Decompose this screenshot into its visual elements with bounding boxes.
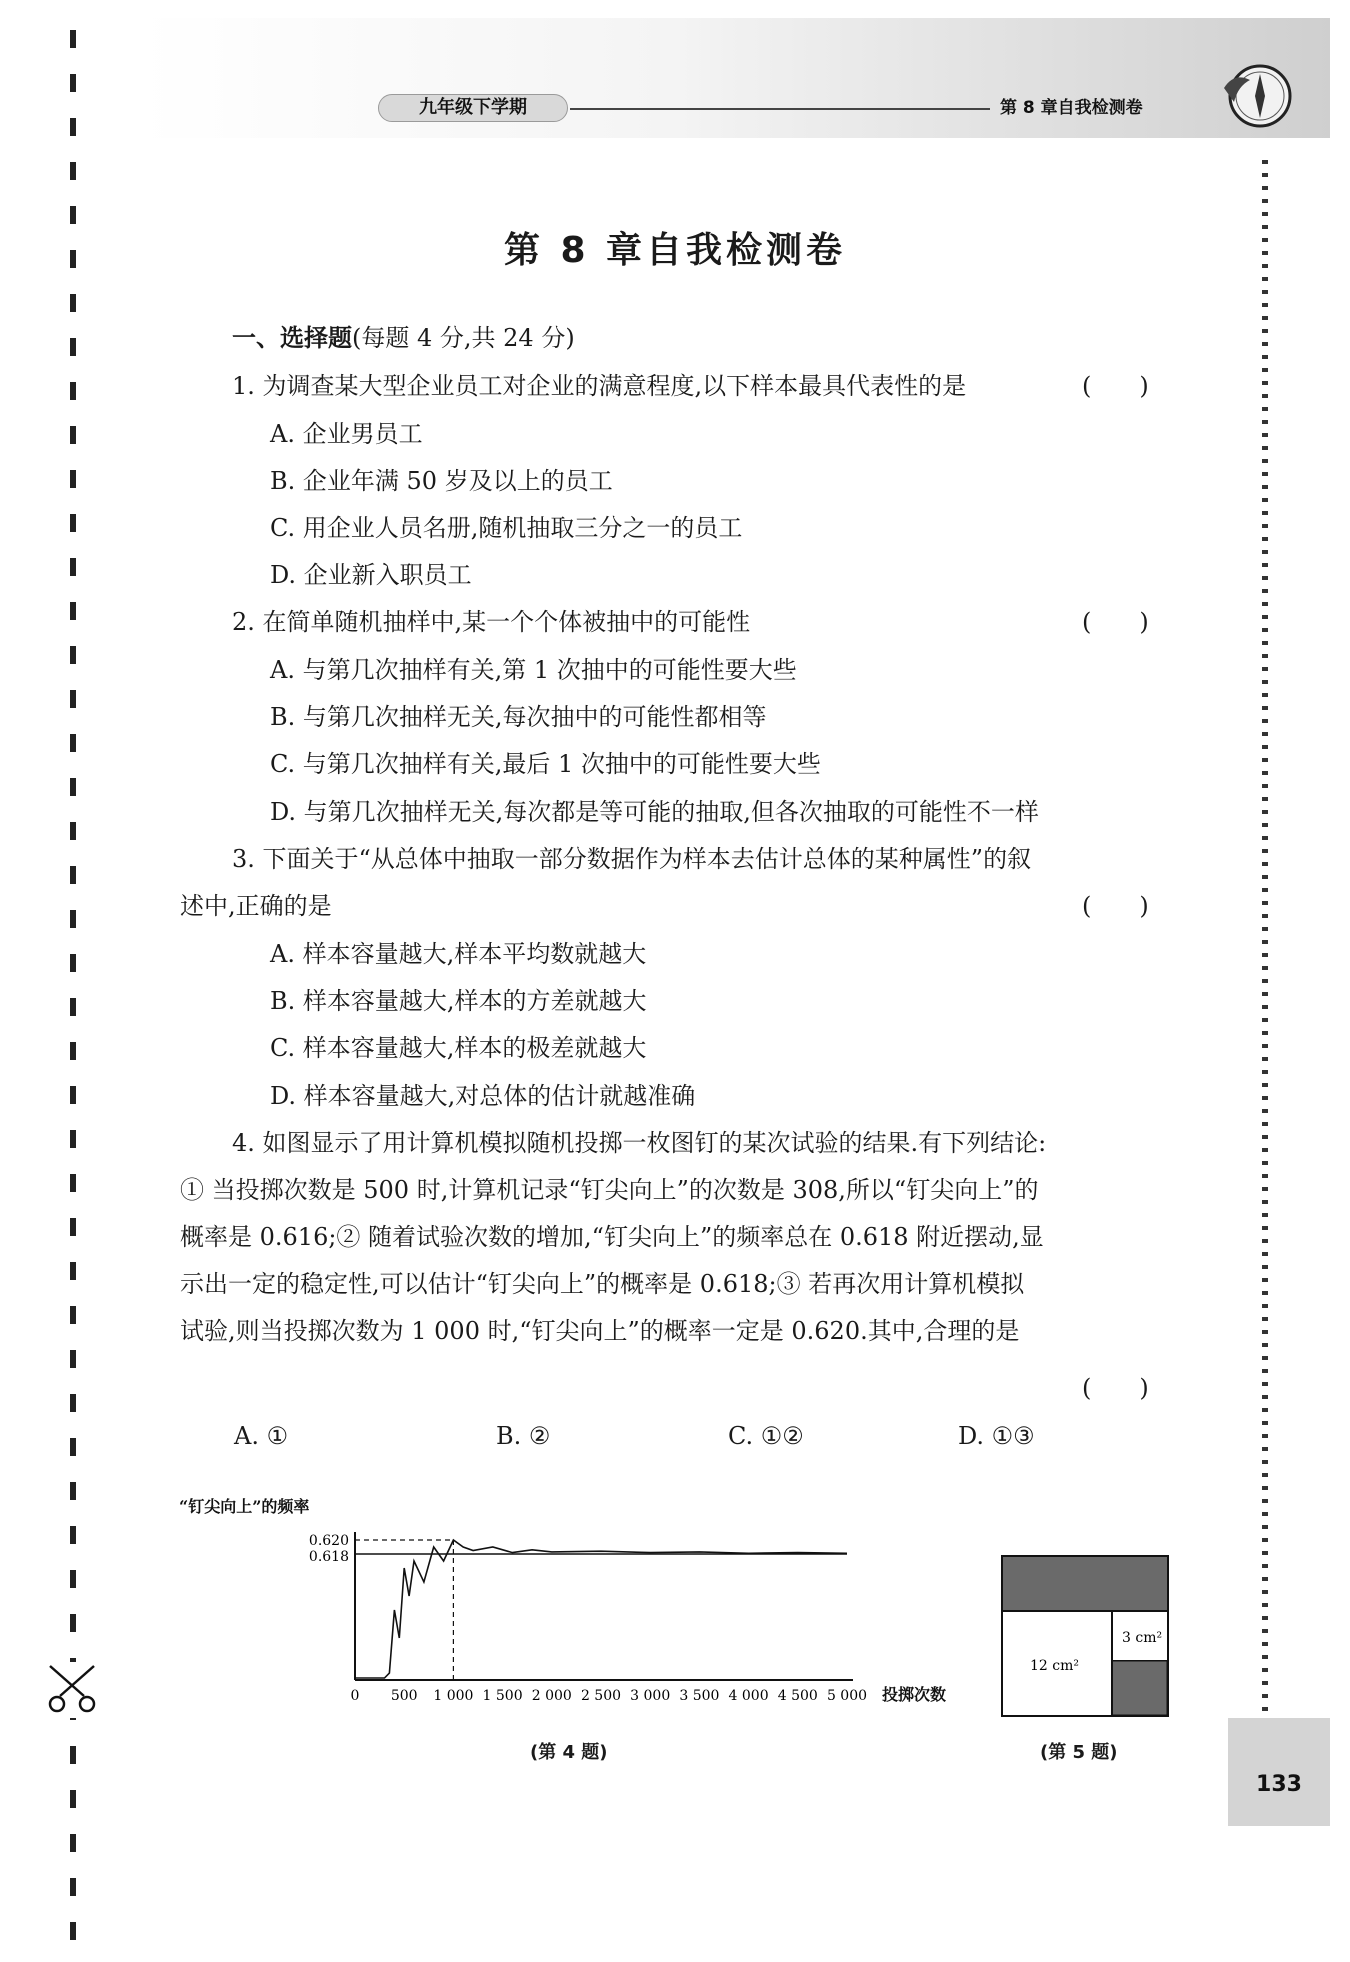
scissors-icon — [44, 1662, 100, 1718]
grade-label: 九年级下学期 — [378, 94, 568, 122]
section-heading — [232, 322, 575, 354]
x-tick-label: 0 — [350, 1688, 360, 1704]
top-shaded-region — [1003, 1557, 1167, 1611]
answer-paren-1: ( ) — [1082, 372, 1149, 400]
x-tick-labels — [351, 1688, 868, 1704]
page-title: 第 8 章自我检测卷 — [503, 230, 847, 271]
q4-option-a: A. ① — [234, 1422, 289, 1450]
x-tick-label: 2 500 — [580, 1688, 622, 1704]
q3-option-b: B. 样本容量越大,样本的方差就越大 — [270, 987, 647, 1015]
chart-x-label: 投掷次数 — [882, 1685, 947, 1704]
section-heading-text: 一、选择题 — [232, 323, 352, 352]
question-2-stem: 2. 在简单随机抽样中,某一个个体被抽中的可能性 — [232, 608, 751, 636]
cut-line — [70, 30, 76, 1940]
frequency-series-line — [355, 1540, 847, 1678]
compass-icon — [1220, 58, 1296, 134]
q1-option-d: D. 企业新入职员工 — [270, 561, 472, 589]
q4-option-b: B. ② — [496, 1422, 551, 1450]
question-4-line1: 4. 如图显示了用计算机模拟随机投掷一枚图钉的某次试验的结果.有下列结论: — [232, 1129, 1047, 1157]
header-rule — [570, 108, 990, 110]
q1-option-b: B. 企业年满 50 岁及以上的员工 — [270, 467, 613, 495]
question-4-line3: 概率是 0.616;② 随着试验次数的增加,“钉尖向上”的频率总在 0.618 附近摆动,显 — [180, 1223, 1044, 1251]
bottom-right-shaded-region — [1112, 1661, 1167, 1715]
x-tick-label: 4 000 — [728, 1688, 769, 1704]
x-tick-label: 500 — [390, 1688, 418, 1704]
x-tick-label: 3 000 — [630, 1688, 671, 1704]
question-1-stem: 1. 为调查某大型企业员工对企业的满意程度,以下样本最具代表性的是 — [232, 372, 967, 400]
x-tick-label: 1 000 — [433, 1688, 474, 1704]
y-tick-0620: 0.620 — [308, 1533, 349, 1549]
x-tick-label: 4 500 — [777, 1688, 818, 1704]
question-4-line5: 试验,则当投掷次数为 1 000 时,“钉尖向上”的概率一定是 0.620.其中,合理的是 — [180, 1317, 1020, 1345]
question-3-stem-line2: 述中,正确的是 — [180, 892, 332, 920]
page-number: 133 — [1256, 1772, 1302, 1797]
figure-5-caption: (第 5 题) — [1040, 1742, 1118, 1763]
q1-option-a: A. 企业男员工 — [270, 420, 423, 448]
question-4-line4: 示出一定的稳定性,可以估计“钉尖向上”的概率是 0.618;③ 若再次用计算机模拟 — [180, 1270, 1025, 1298]
q1-option-c: C. 用企业人员名册,随机抽取三分之一的员工 — [270, 514, 743, 542]
chart-y-label: “钉尖向上”的频率 — [179, 1497, 310, 1516]
chapter-label: 第 8 章自我检测卷 — [1000, 98, 1143, 118]
area-diagram — [1000, 1554, 1172, 1720]
q2-option-b: B. 与第几次抽样无关,每次抽中的可能性都相等 — [270, 703, 767, 731]
section-note: (每题 4 分,共 24 分) — [352, 324, 575, 352]
q2-option-c: C. 与第几次抽样有关,最后 1 次抽中的可能性要大些 — [270, 750, 821, 778]
answer-paren-4: ( ) — [1082, 1374, 1149, 1402]
q4-option-c: C. ①② — [728, 1422, 804, 1450]
q4-option-d: D. ①③ — [958, 1422, 1035, 1450]
q3-option-a: A. 样本容量越大,样本平均数就越大 — [270, 940, 647, 968]
y-tick-0618: 0.618 — [308, 1549, 349, 1565]
x-tick-label: 1 500 — [482, 1688, 523, 1704]
x-tick-label: 3 500 — [679, 1688, 720, 1704]
x-tick-label: 5 000 — [826, 1688, 868, 1704]
dotted-margin-line — [1262, 160, 1268, 1720]
answer-paren-2: ( ) — [1082, 608, 1149, 636]
question-3-stem-line1: 3. 下面关于“从总体中抽取一部分数据作为样本去估计总体的某种属性”的叙 — [232, 845, 1032, 873]
large-area-label: 12 cm² — [1030, 1658, 1079, 1674]
q2-option-a: A. 与第几次抽样有关,第 1 次抽中的可能性要大些 — [270, 656, 797, 684]
q2-option-d: D. 与第几次抽样无关,每次都是等可能的抽取,但各次抽取的可能性不一样 — [270, 798, 1039, 826]
small-area-label: 3 cm² — [1122, 1630, 1163, 1646]
answer-paren-3: ( ) — [1082, 892, 1149, 920]
x-tick-label: 2 000 — [531, 1688, 572, 1704]
q3-option-c: C. 样本容量越大,样本的极差就越大 — [270, 1034, 647, 1062]
figure-4-caption: (第 4 题) — [530, 1742, 608, 1763]
question-4-line2: ① 当投掷次数是 500 时,计算机记录“钉尖向上”的次数是 308,所以“钉尖向上”的 — [180, 1176, 1039, 1204]
frequency-chart — [175, 1488, 975, 1720]
q3-option-d: D. 样本容量越大,对总体的估计就越准确 — [270, 1082, 696, 1110]
